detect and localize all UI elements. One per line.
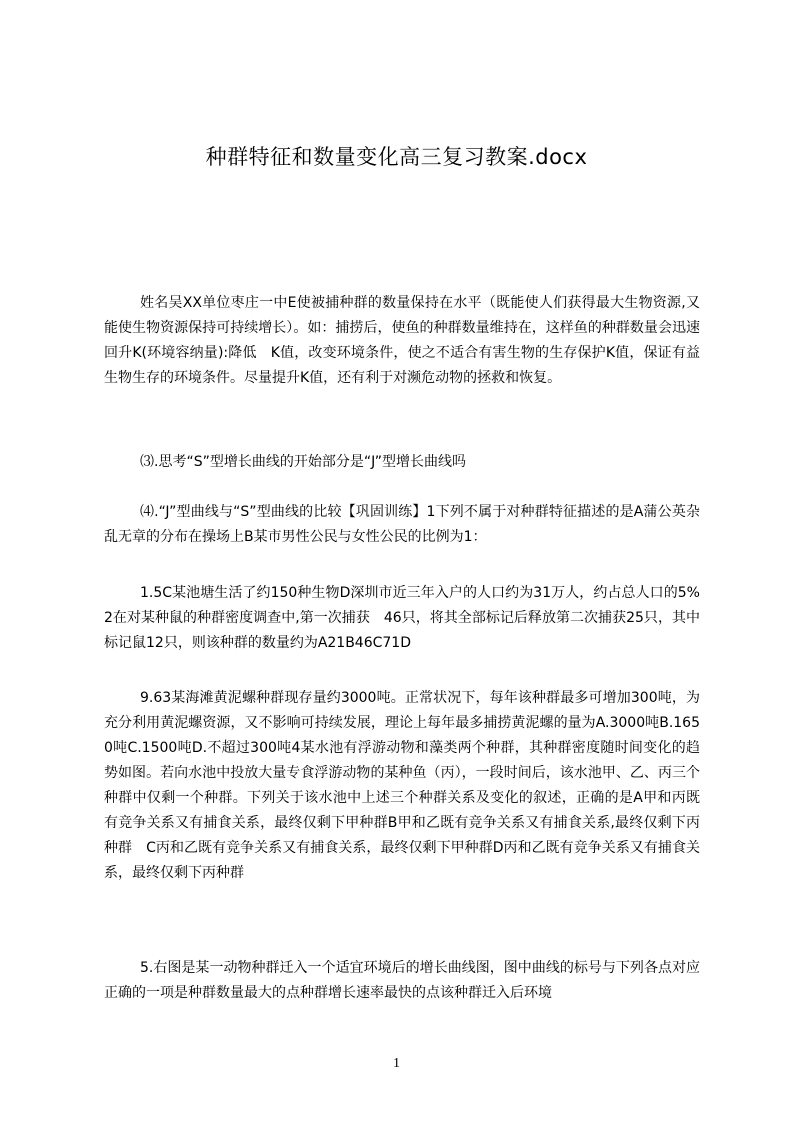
document-title: 种群特征和数量变化高三复习教案.docx [205,145,588,169]
paragraph-question-options: 1.5C某池塘生活了约150种生物D深圳市近三年入户的人口约为31万人，约占总人口的5%2在对某种鼠的种群密度调查中,第一次捕获 46只，将其全部标记后释放第二次捕获25只，其中标记鼠12只，则该种群的数量约为A21B46C71D [104,585,700,651]
page-number: 1 [393,1056,400,1071]
paragraph-population-questions: 9.63某海滩黄泥螺种群现存量约3000吨。正常状况下，每年该种群最多可增加300吨，为充分利用黄泥螺资源，又不影响可持续发展，理论上每年最多捕捞黄泥螺的量为A.3000吨B.1650吨C.1500吨D.不超过300吨4某水池有浮游动物和藻类两个种群，其种群密度随时间变化的趋势如图。若向水池中投放大量专食浮游动物的某种鱼（丙），一段时间后，该水池甲、乙、丙三个种群中仅剩一个种群。下列关于该水池中上述三个种群关系及变化的叙述，正确的是A甲和丙既有竞争关系又有捕食关系，最终仅剩下甲种群B甲和乙既有竞争关系又有捕食关系,最终仅剩下丙种群 C丙和乙既有竞争关系又有捕食关系，最终仅剩下甲种群D丙和乙既有竞争关系又有捕食关系，最终仅剩下丙种群 [104,690,700,881]
paragraph-curve-comparison: ⑷.“J”型曲线与“S”型曲线的比较【巩固训练】1下列不属于对种群特征描述的是A蒲公英杂乱无章的分布在操场上B某市男性公民与女性公民的比例为1： [104,504,700,545]
paragraph-s-curve-question: ⑶.思考“S”型增长曲线的开始部分是“J”型增长曲线吗 [140,454,467,470]
paragraph-k-value: 姓名吴XX单位枣庄一中E使被捕种群的数量保持在水平（既能使人们获得最大生物资源,又能使生物资源保持可持续增长）。如：捕捞后，使鱼的种群数量维持在，这样鱼的种群数量会迅速回升K(环境容纳量):降低 K值，改变环境条件，使之不适合有害生物的生存保护K值，保证有益生物生存的环境条件。尽量提升K值，还有利于对濒危动物的拯救和恢复。 [104,295,700,386]
paragraph-growth-curve-question: 5.右图是某一动物种群迁入一个适宜环境后的增长曲线图，图中曲线的标号与下列各点对应正确的一项是种群数量最大的点种群增长速率最快的点该种群迁入后环境 [104,960,700,1001]
